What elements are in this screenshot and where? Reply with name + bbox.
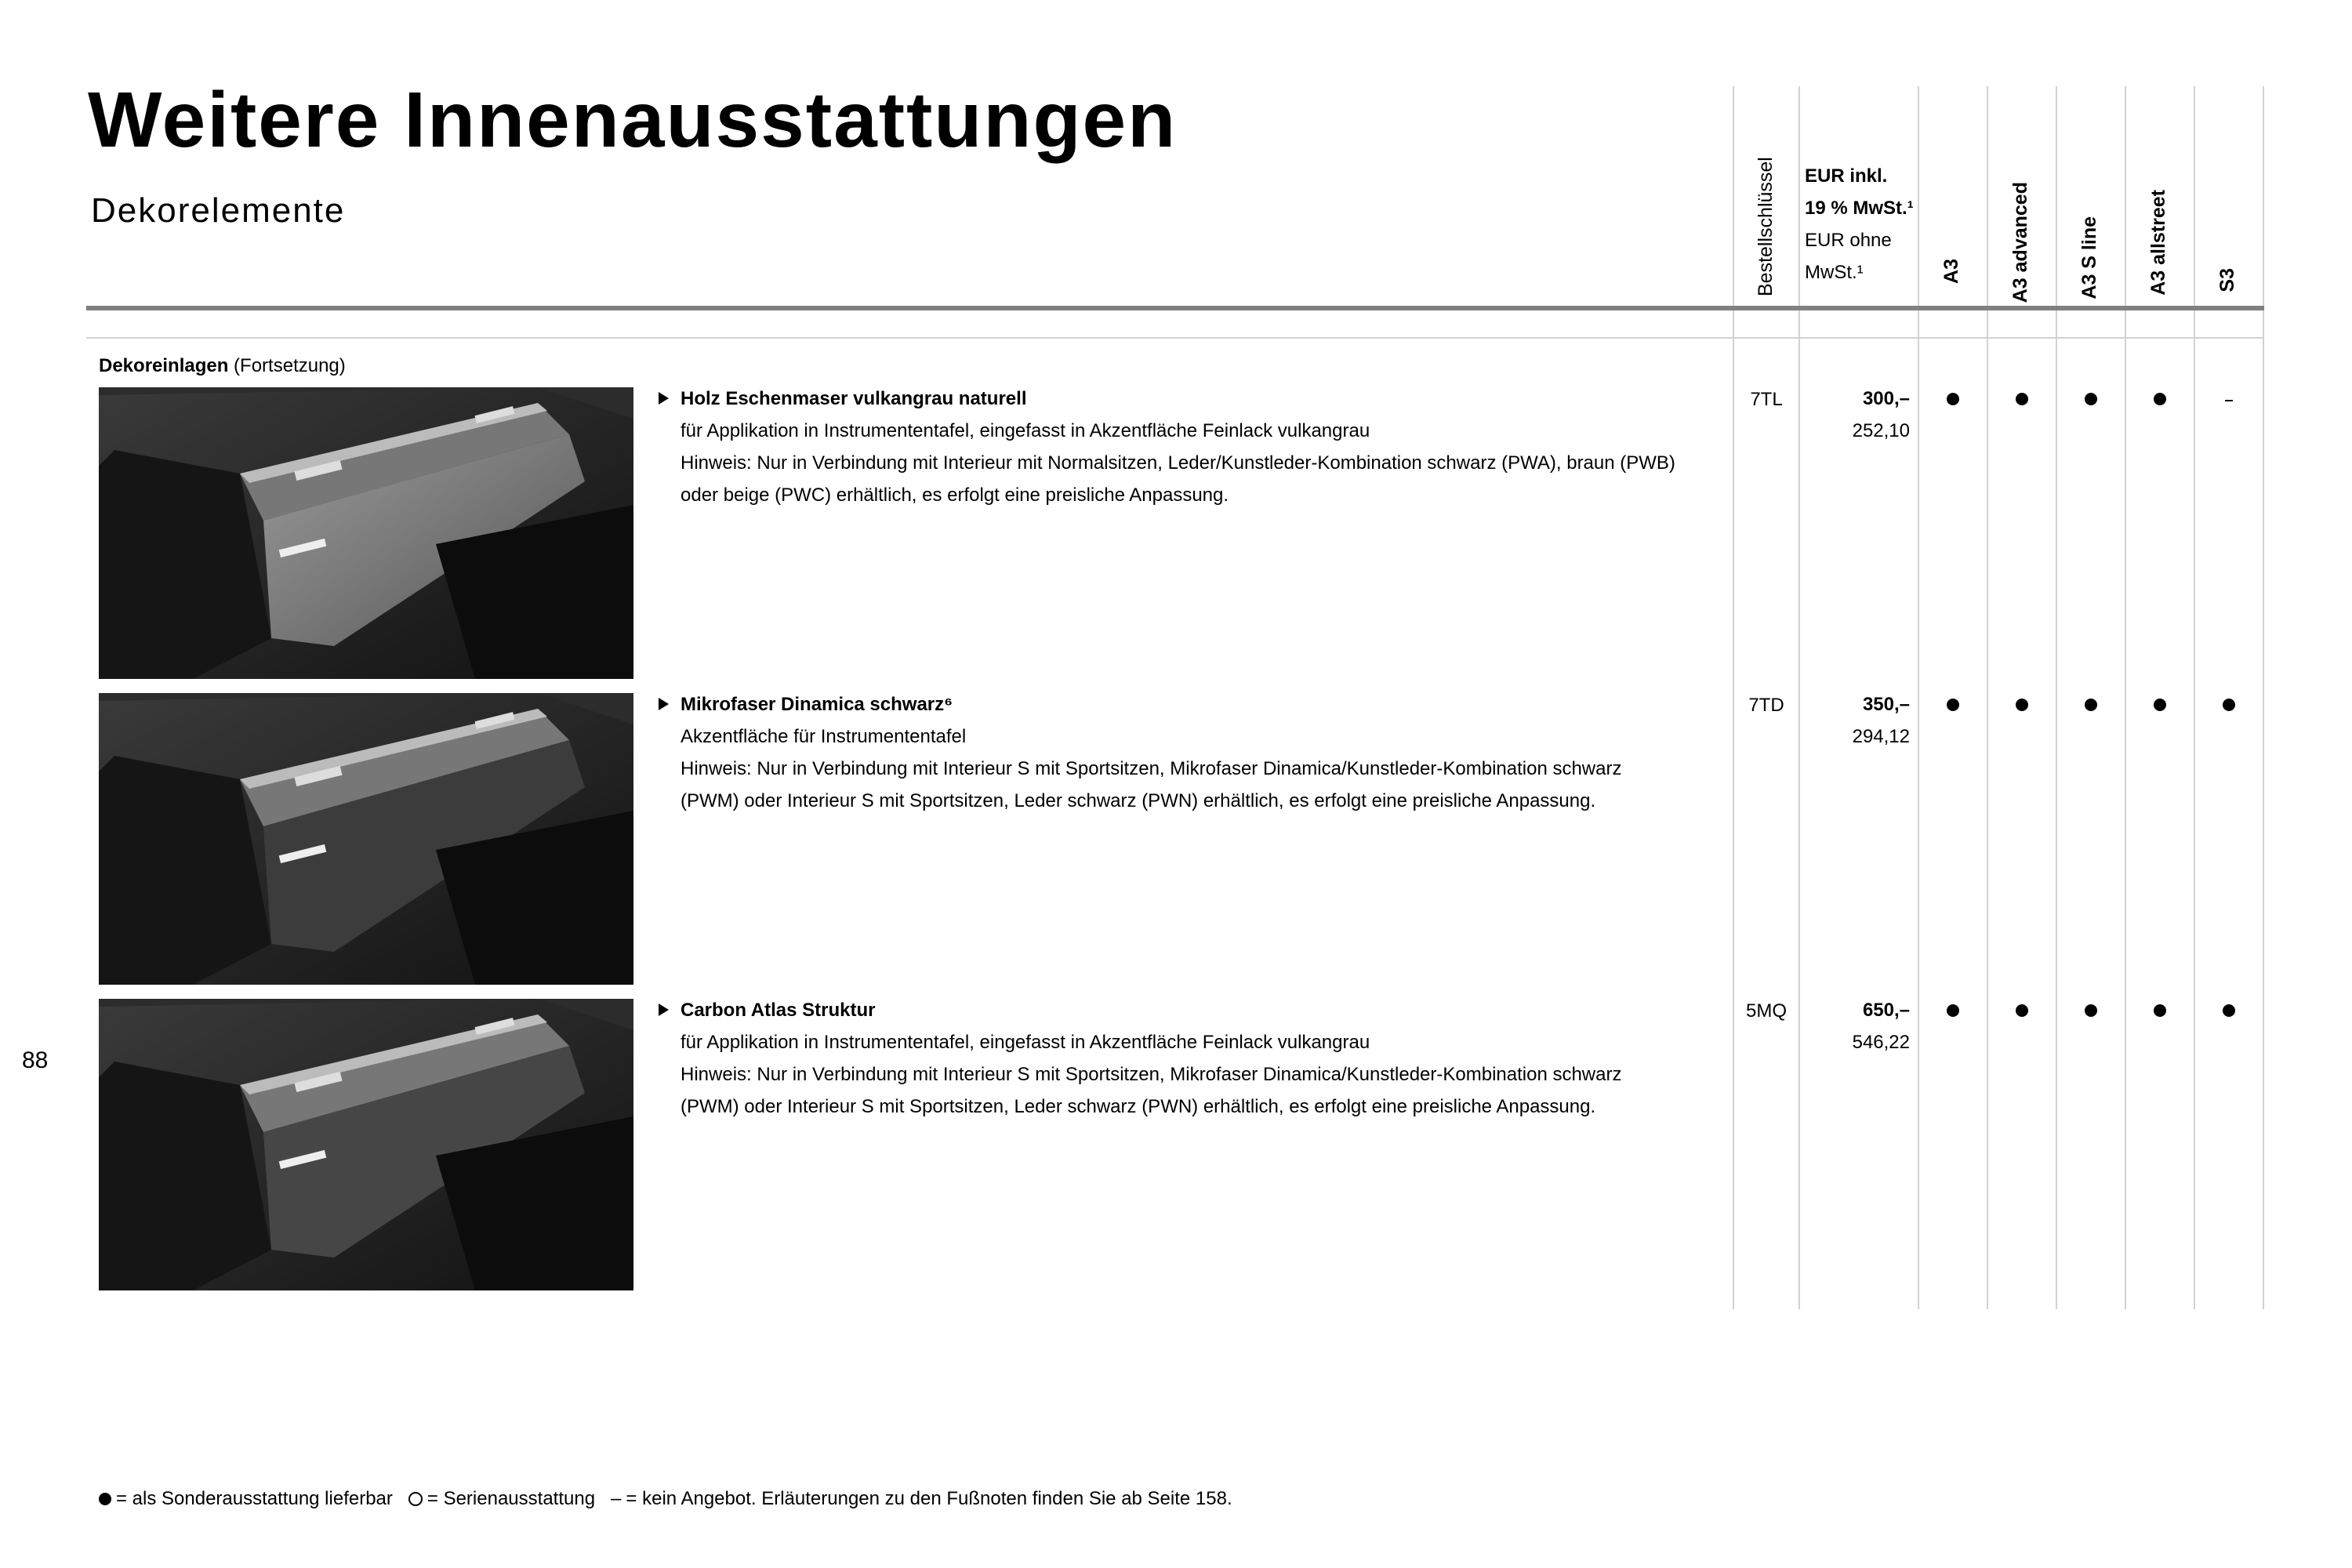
page-number: 88 [22,1047,49,1073]
column-divider [1798,86,1800,1309]
availability-dot [2194,1000,2263,1022]
option-description [657,994,1731,1123]
price-excl: 294,12 [1852,726,1910,747]
order-code: 5MQ [1745,1000,1787,1022]
legend-optional: = als Sonderausstattung lieferbar [116,1488,393,1509]
section-label-rest: (Fortsetzung) [228,355,346,376]
page-subtitle: Dekorelemente [91,191,346,230]
availability-dot [2056,1000,2125,1022]
option-name: Carbon Atlas Struktur [657,994,1731,1026]
price-incl-label-1: EUR inkl. [1805,165,1888,187]
page-title: Weitere Innenausstattungen [88,76,1178,164]
availability-dot [1987,389,2056,411]
availability-dot [1987,695,2056,717]
availability-dot [2125,1000,2194,1022]
price-excl-label-1: EUR ohne [1805,230,1892,251]
option-description [657,688,1731,817]
price-excl: 546,22 [1852,1032,1910,1053]
ring-icon [408,1492,423,1506]
option-detail-line: Hinweis: Nur in Verbindung mit Interieur S mit Sportsitzen, Mikrofaser Dinamica/Kunstleder-Kombination schwarz [681,1064,1622,1085]
price-incl: 300,– [1862,388,1910,409]
price-incl-label-2: 19 % MwSt.¹ [1805,198,1914,219]
column-header-model: A3 S line [2078,216,2100,299]
price-excl: 252,10 [1852,420,1910,441]
option-name: Holz Eschenmaser vulkangrau naturell [657,383,1731,415]
availability-dot [2056,389,2125,411]
column-header-code: Bestellschlüssel [1755,157,1777,296]
order-code: 7TL [1750,389,1783,410]
legend-none: = kein Angebot. Erläuterungen zu den Fußnoten finden Sie ab Seite 158. [626,1488,1232,1509]
product-image [99,693,633,985]
availability-dot [2125,389,2194,411]
column-header-model: A3 [1940,259,1962,284]
availability-dot [1987,1000,2056,1022]
option-detail-line: für Applikation in Instrumententafel, eingefasst in Akzentfläche Feinlack vulkangrau [681,420,1370,441]
column-header-model: S3 [2216,268,2238,292]
legend [99,1488,1232,1510]
option-detail-line: (PWM) oder Interieur S mit Sportsitzen, Leder schwarz (PWN) erhältlich, es erfolgt eine preisliche Anpassung. [681,790,1596,811]
option-name: Mikrofaser Dinamica schwarz⁶ [657,688,1731,720]
option-description [657,383,1731,511]
availability-dot [2056,695,2125,717]
option-detail-line: (PWM) oder Interieur S mit Sportsitzen, Leder schwarz (PWN) erhältlich, es erfolgt eine preisliche Anpassung. [681,1096,1596,1117]
availability-dash [2194,389,2263,411]
column-header-model: A3 allstreet [2147,190,2169,296]
section-label [99,355,346,377]
header-rule-thin [86,337,2264,339]
price [1803,383,1913,447]
option-detail-line: für Applikation in Instrumententafel, eingefasst in Akzentfläche Feinlack vulkangrau [681,1032,1370,1053]
availability-dot [1918,389,1987,411]
price-incl: 350,– [1862,694,1910,715]
availability-dot [1918,1000,1987,1022]
legend-standard: = Serienausstattung [426,1488,596,1509]
availability-dot [2194,695,2263,717]
column-header-model: A3 advanced [2009,182,2031,303]
product-image [99,387,633,679]
price [1803,994,1913,1058]
availability-dot [1918,695,1987,717]
header-rule [86,306,2264,310]
filled-dot-icon [99,1493,111,1505]
price-excl-label-2: MwSt.¹ [1805,262,1864,283]
order-code: 7TD [1748,695,1784,716]
option-detail-line: Akzentfläche für Instrumententafel [681,726,967,747]
price-incl: 650,– [1862,1000,1910,1021]
legend-dash-symbol: – [611,1488,622,1509]
section-label-bold: Dekoreinlagen [99,355,229,376]
column-header-price [1805,160,1914,289]
option-detail-line: oder beige (PWC) erhältlich, es erfolgt eine preisliche Anpassung. [681,485,1229,506]
price [1803,688,1913,753]
option-detail-line: Hinweis: Nur in Verbindung mit Interieur mit Normalsitzen, Leder/Kunstleder-Kombination schwarz (PWA), braun (PWB) [681,452,1675,474]
availability-dot [2125,695,2194,717]
product-image [99,999,633,1290]
option-detail-line: Hinweis: Nur in Verbindung mit Interieur S mit Sportsitzen, Mikrofaser Dinamica/Kunstleder-Kombination schwarz [681,758,1622,779]
